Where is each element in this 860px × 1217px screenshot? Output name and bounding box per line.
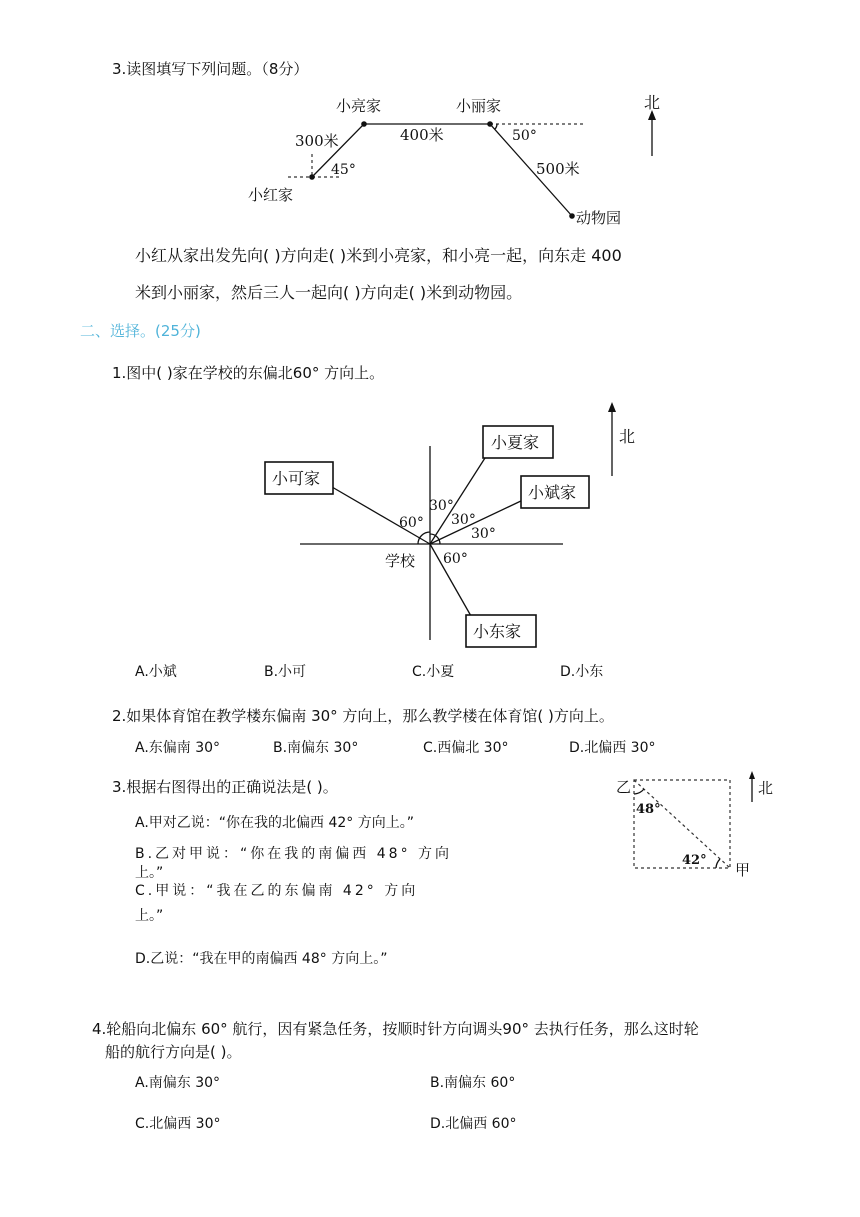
- q4-option-a[interactable]: A.南偏东 30°: [135, 1075, 221, 1091]
- q3-route-diagram: [240, 88, 680, 238]
- q1-option-c[interactable]: C.小夏: [412, 664, 455, 680]
- angle-arc-48: [634, 789, 644, 794]
- q3-option-c-cont: 上。”: [135, 908, 164, 924]
- q4-option-b[interactable]: B.南偏东 60°: [430, 1075, 516, 1091]
- label-500m: 500米: [536, 160, 580, 178]
- label-north: 北: [644, 93, 661, 112]
- label-xiaoke: 小可家: [272, 469, 321, 488]
- label-angle-30-right: 30°: [471, 526, 496, 542]
- label-xiaoliang: 小亮家: [336, 97, 382, 115]
- q3-fill-title: 3.读图填写下列问题。（8分）: [112, 60, 309, 78]
- q3-option-a[interactable]: A.甲对乙说：“你在我的北偏西 42° 方向上。”: [135, 815, 415, 831]
- q2-option-c[interactable]: C.西偏北 30°: [423, 740, 509, 756]
- label-300m: 300米: [295, 132, 339, 150]
- q1-direction-diagram: [255, 398, 655, 653]
- q3-option-b[interactable]: B.乙对甲说：“你在我的南偏西 48° 方向: [135, 846, 453, 862]
- label-angle-30-mid: 30°: [451, 512, 476, 528]
- angle-arc-left: [418, 532, 430, 544]
- q2-option-a[interactable]: A.东偏南 30°: [135, 740, 221, 756]
- label-school: 学校: [385, 552, 416, 570]
- label-angle-30-top: 30°: [429, 498, 454, 514]
- q2-option-b[interactable]: B.南偏东 30°: [273, 740, 359, 756]
- q3-fill-line2: 米到小丽家，然后三人一起向( )方向走( )米到动物园。: [135, 283, 523, 302]
- xiaoliang-point: [361, 121, 367, 127]
- label-zoo: 动物园: [576, 209, 622, 227]
- label-angle-45: 45°: [331, 162, 356, 178]
- north-arrow-icon: [749, 771, 755, 779]
- q4-title-line2: 船的航行方向是( )。: [105, 1043, 242, 1061]
- label-xiaodong: 小东家: [473, 622, 522, 641]
- zoo-point: [569, 213, 575, 219]
- label-angle-60-left: 60°: [399, 515, 424, 531]
- q1-title: 1.图中( )家在学校的东偏北60° 方向上。: [112, 364, 385, 382]
- q4-title-line1: 4.轮船向北偏东 60° 航行，因有紧急任务，按顺时针方向调头90° 去执行任务，那么这时轮: [92, 1020, 699, 1038]
- q3-option-c[interactable]: C.甲说：“我在乙的东偏南 42° 方向: [135, 883, 419, 899]
- q3-rectangle-diagram: [610, 768, 790, 883]
- angle-arc-50: [495, 124, 497, 129]
- label-yi: 乙: [616, 778, 632, 796]
- label-north: 北: [758, 779, 774, 797]
- label-north: 北: [619, 427, 636, 446]
- label-xiaobin: 小斌家: [528, 483, 577, 502]
- q1-option-d[interactable]: D.小东: [560, 664, 604, 680]
- label-angle-60-bottom: 60°: [443, 551, 468, 567]
- north-arrow-icon: [608, 402, 616, 412]
- label-xiaoli: 小丽家: [456, 97, 502, 115]
- q1-option-b[interactable]: B.小可: [264, 664, 307, 680]
- label-angle-50: 50°: [512, 128, 537, 144]
- q4-option-d[interactable]: D.北偏西 60°: [430, 1116, 517, 1132]
- xiaoli-point: [487, 121, 493, 127]
- label-jia: 甲: [735, 861, 751, 879]
- label-angle-48: 48°: [636, 802, 661, 817]
- angle-arc-42: [716, 859, 720, 868]
- label-xiaohong: 小红家: [248, 186, 294, 204]
- q3-fill-line1: 小红从家出发先向( )方向走( )米到小亮家，和小亮一起，向东走 400: [135, 246, 622, 265]
- q3-option-d[interactable]: D.乙说：“我在甲的南偏西 48° 方向上。”: [135, 951, 388, 967]
- q2-title: 2.如果体育馆在教学楼东偏南 30° 方向上，那么教学楼在体育馆( )方向上。: [112, 707, 614, 725]
- q4-option-c[interactable]: C.北偏西 30°: [135, 1116, 221, 1132]
- label-angle-42: 42°: [682, 853, 707, 868]
- q3-option-b-cont: 上。”: [135, 865, 164, 881]
- label-xiaoxia: 小夏家: [491, 433, 540, 452]
- q1-option-a[interactable]: A.小斌: [135, 664, 177, 680]
- xiaohong-point: [309, 174, 315, 180]
- q2-option-d[interactable]: D.北偏西 30°: [569, 740, 656, 756]
- label-400m: 400米: [400, 126, 444, 144]
- q3-title: 3.根据右图得出的正确说法是( )。: [112, 778, 338, 796]
- ray-xiaoke: [320, 480, 430, 544]
- section-title: 二、选择。(25分): [80, 322, 201, 340]
